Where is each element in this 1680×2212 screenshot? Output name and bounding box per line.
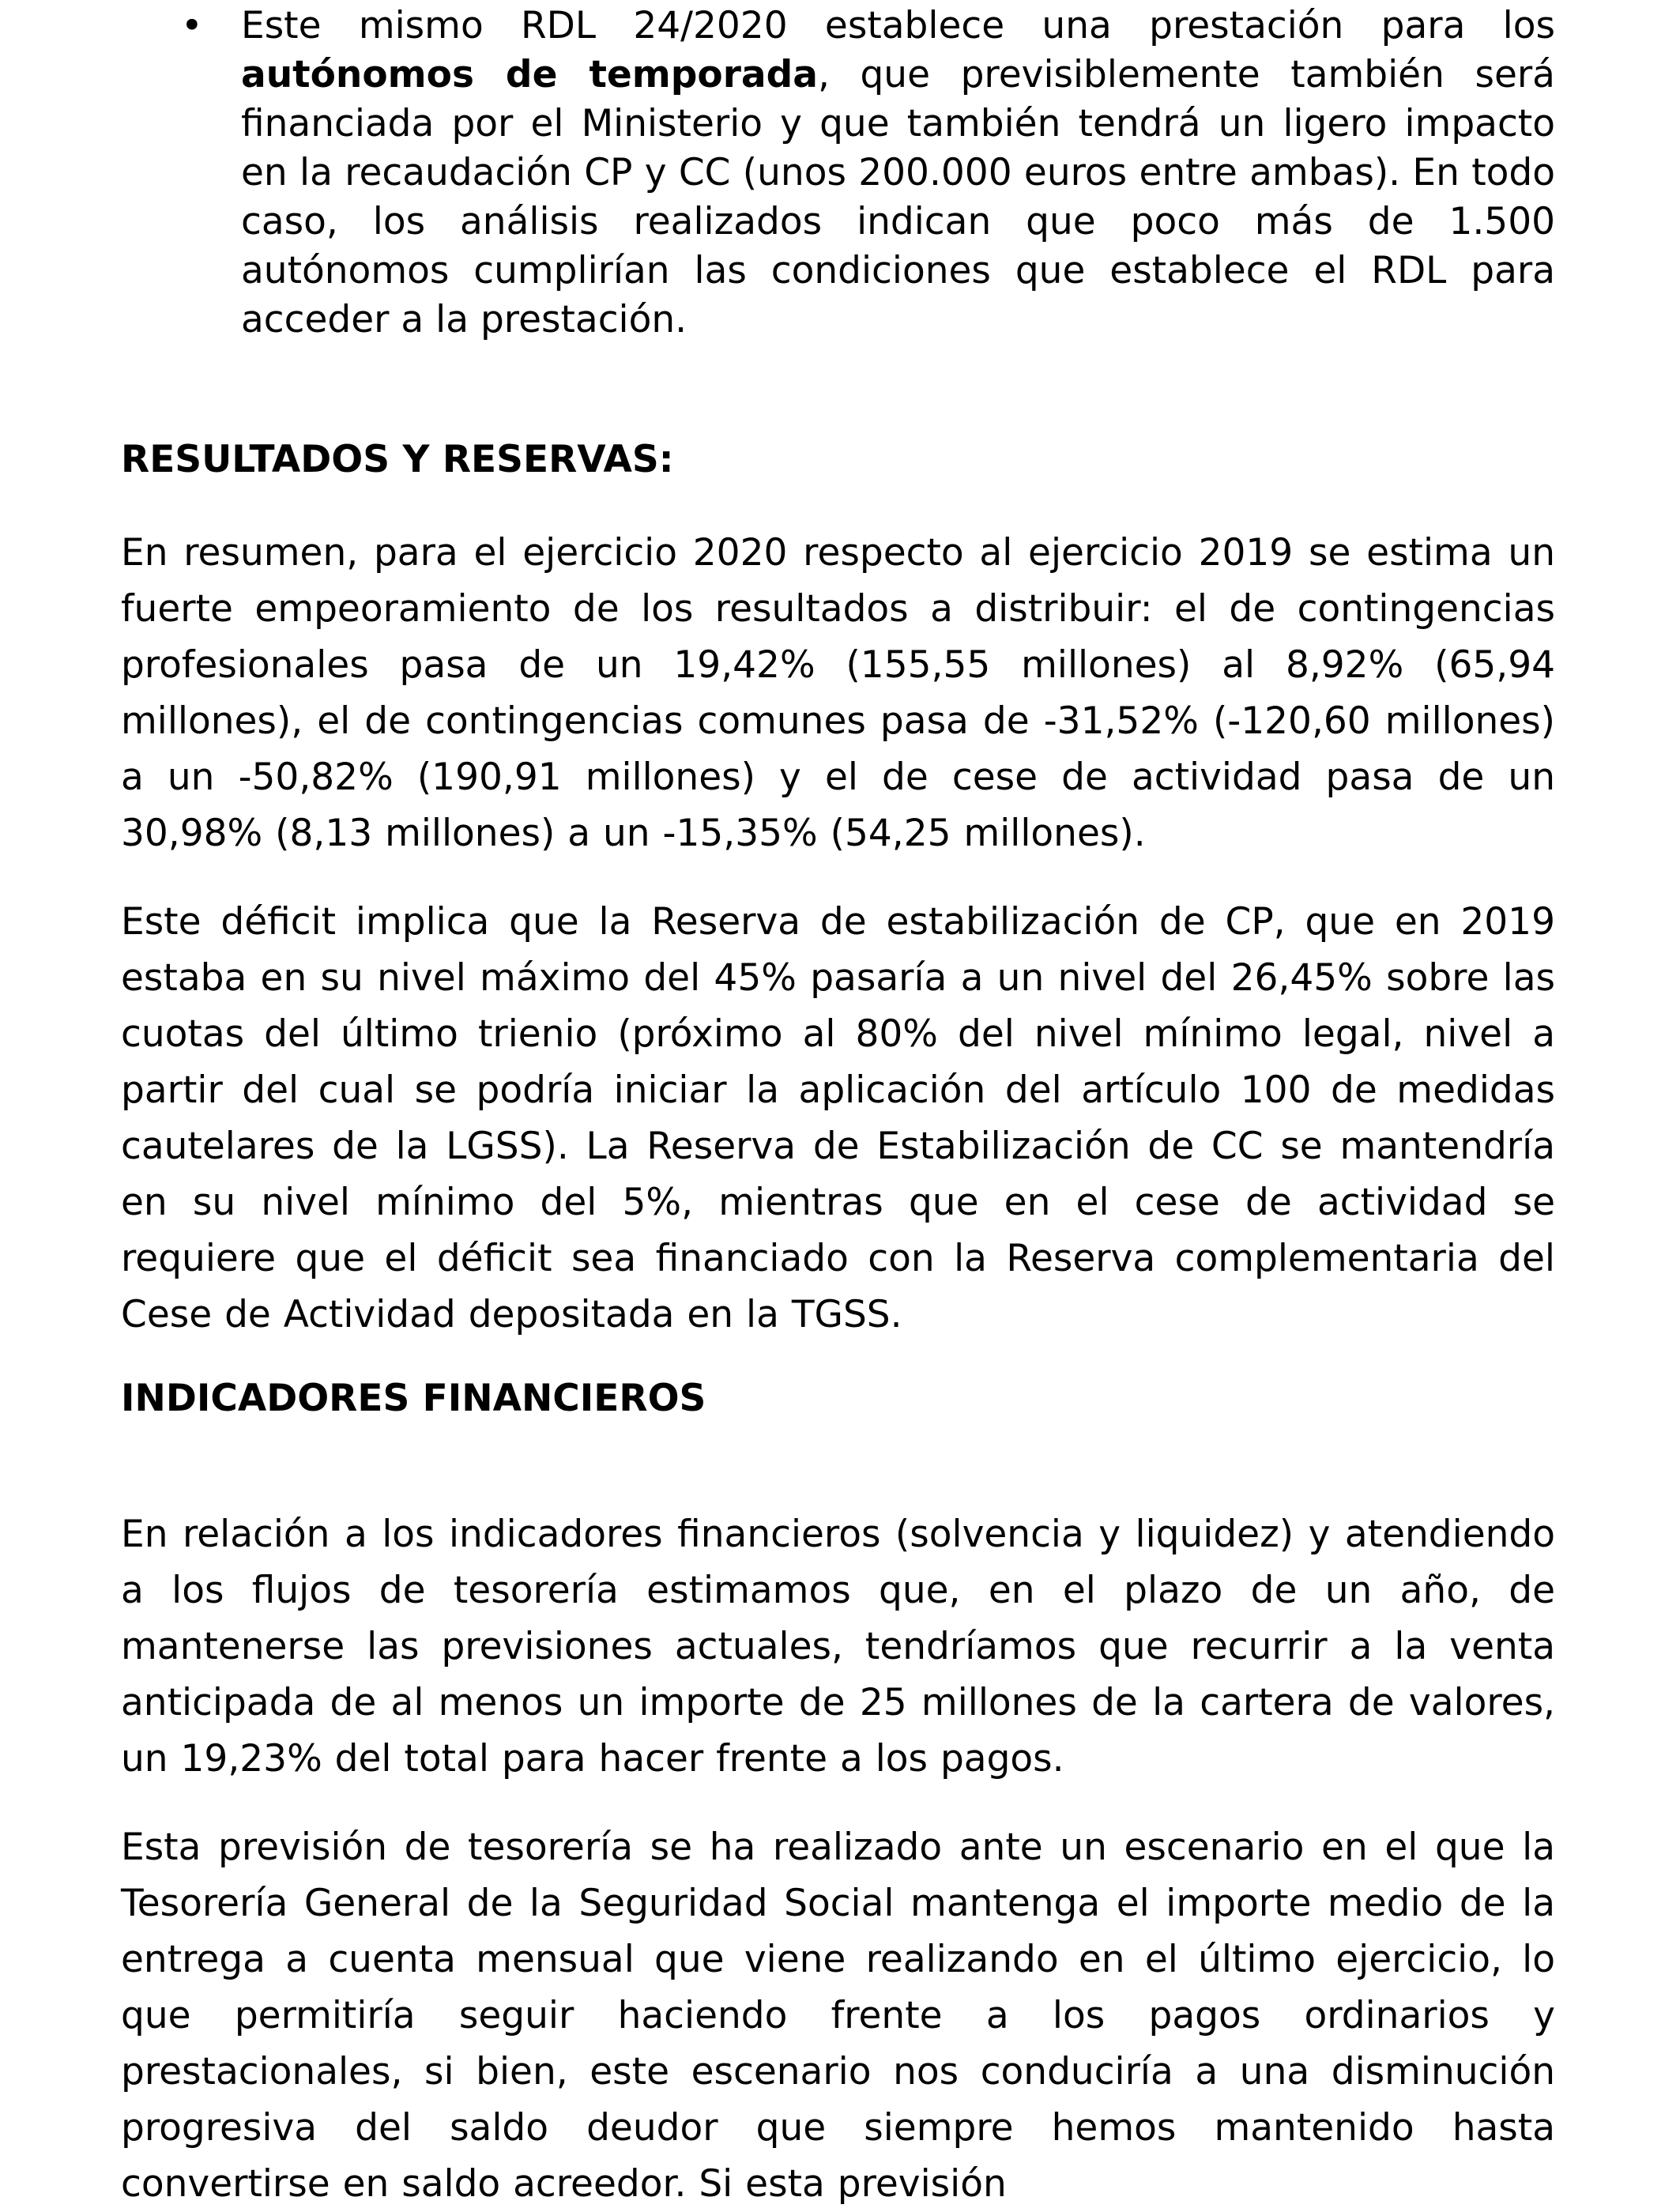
paragraph-indicadores-tesoreria: En relación a los indicadores financieros (solvencia y liquidez) y atendiendo a los flujos de tesorería estimamos que, en el plazo de un año, de mantenerse las previsiones actuales, tendríamos que recurrir a la venta anticipada de al menos un importe de 25 millones de la cartera de valores, un 19,23% del total para hacer frente a los pagos. (121, 1513, 1555, 1781)
bullet-text-start: Este mismo RDL 24/2020 establece una prestación para los (241, 4, 1555, 47)
paragraph-deficit-reservas: Este déficit implica que la Reserva de estabilización de CP, que en 2019 estaba en su nivel máximo del 45% pasaría a un nivel del 26,45% sobre las cuotas del último trienio (próximo al 80% del nivel mínimo legal, nivel a partir del cual se podría iniciar la aplicación del artículo 100 de medidas cautelares de la LGSS). La Reserva de Estabilización de CC se mantendría en su nivel mínimo del 5%, mientras que en el cese de actividad se requiere que el déficit sea financiado con la Reserva complementaria del Cese de Actividad depositada en la TGSS. (121, 900, 1555, 1336)
heading-indicadores-financieros: INDICADORES FINANCIEROS (121, 1377, 706, 1420)
heading-resultados-reservas: RESULTADOS Y RESERVAS: (121, 438, 674, 481)
bullet-text-end: , que previsiblemente también será financiada por el Ministerio y que también tendrá un ligero impacto en la recaudación CP y CC (unos 200.000 euros entre ambas). En todo caso, los análisis realizados indican que poco más de 1.500 autónomos cumplirían las condiciones que establece el RDL para acceder a la prestación. (241, 53, 1555, 341)
bullet-marker: • (181, 4, 203, 47)
paragraph-prevision-tesoreria: Esta previsión de tesorería se ha realizado ante un escenario en el que la Tesorería General de la Seguridad Social mantenga el importe medio de la entrega a cuenta mensual que viene realizando en el último ejercicio, lo que permitiría seguir haciendo frente a los pagos ordinarios y prestacionales, si bien, este escenario nos conduciría a una disminución progresiva del saldo deudor que siempre hemos mantenido hasta convertirse en saldo acreedor. Si esta previsión (121, 1826, 1555, 2206)
paragraph-resultados-resumen: En resumen, para el ejercicio 2020 respecto al ejercicio 2019 se estima un fuerte empeoramiento de los resultados a distribuir: el de contingencias profesionales pasa de un 19,42% (155,55 millones) al 8,92% (65,94 millones), el de contingencias comunes pasa de -31,52% (-120,60 millones) a un -50,82% (190,91 millones) y el de cese de actividad pasa de un 30,98% (8,13 millones) a un -15,35% (54,25 millones). (121, 531, 1555, 855)
bullet-bold-term: autónomos de temporada (241, 53, 818, 96)
bullet-paragraph-autonomos (241, 2, 1555, 345)
